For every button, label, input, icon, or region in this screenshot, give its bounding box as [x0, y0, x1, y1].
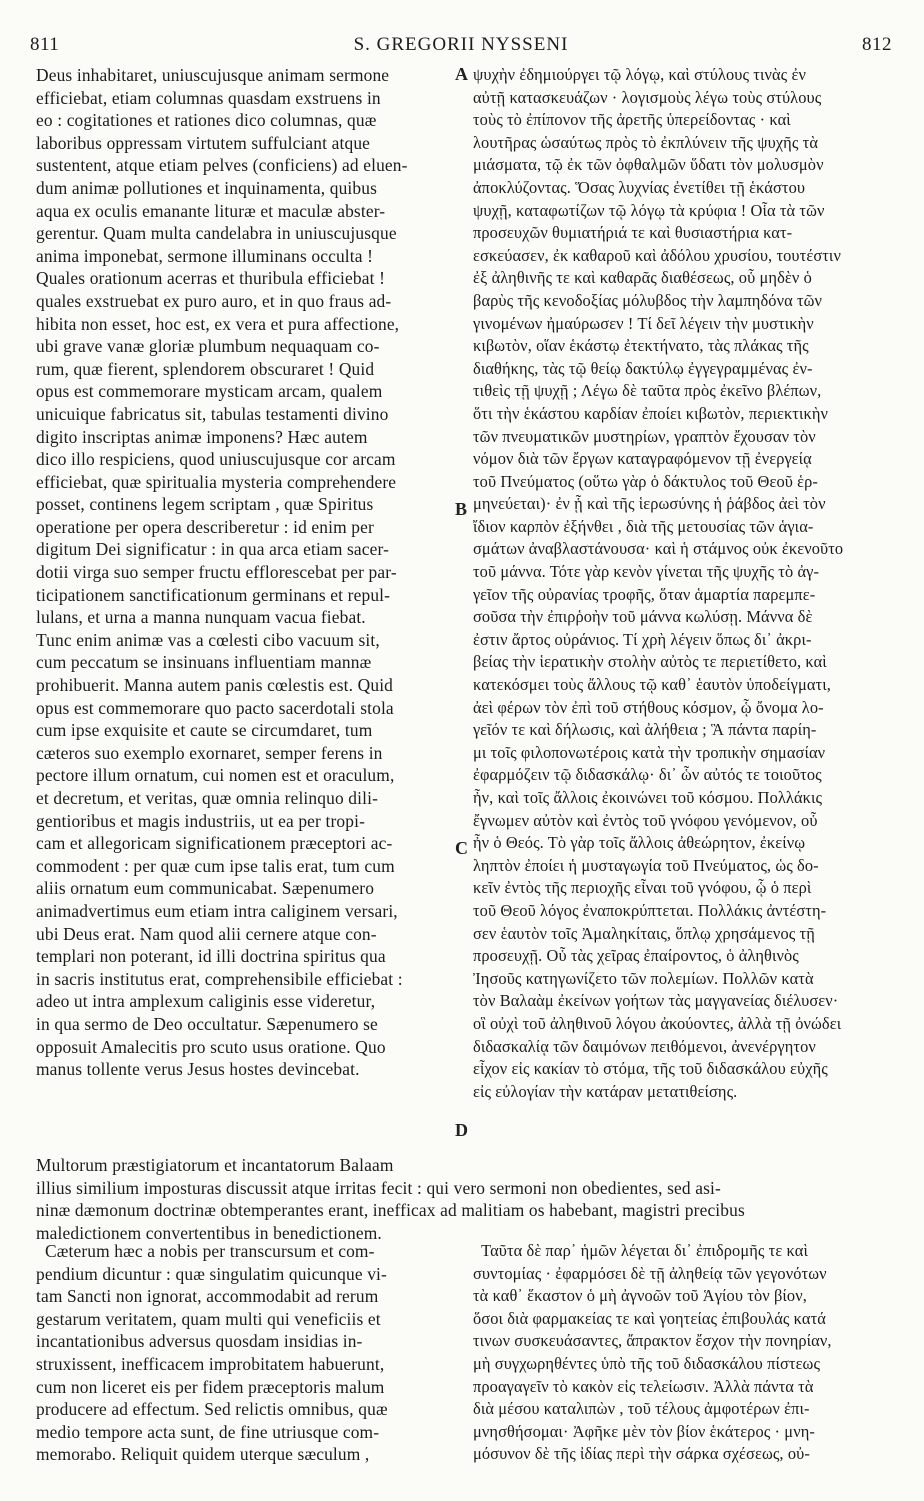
section-marker-b: B [455, 499, 468, 519]
latin-column-bottom: Cæterum hæc a nobis per transcursum et com- pendium dicuntur : quæ singulatim quicunque vi- tam Sancti non ignorat, accommodabit ad rerum gestarum veritatem, quam multi qui veneficiis et incantationibus adversus quosdam insidias in- struxissent, inefficacem improbitatem habuerunt, cum non liceret eis per fidem præceptoris malum producere ad effectum. Sed relictis omnibus, quæ medio tempore acta sunt, de fine utriusque com- memorabo. Reliquit quidem uterque sæculum , [36, 1241, 388, 1465]
section-marker-c: C [455, 838, 468, 858]
right-column-number: 812 [862, 34, 892, 55]
latin-column-top: Deus inhabitaret, uniuscujusque animam sermone efficiebat, etiam columnas quasdam exstruens in eo : cogitationes et rationes dico columnas, quæ laboribus oppressam virtutem suffulciant atque sustentent, atque etiam pelves (conficiens) ad eluen- dum animæ pollutiones et inquinamenta, quibus aqua ex oculis emanante lituræ et maculæ abster- gerentur. Quam multa candelabra in uniuscujusque anima imponebat, sermone illuminans occulta ! Quales orationum acerras et thuribula efficiebat ! quales exstruebat ex puro auro, et in quo fraus ad- hibita non esset, hoc est, ex vera et pura affectione, ubi grave vanæ gloriæ plumbum nequaquam co- rum, quæ fierent, splendorem obscuraret ! Quid opus est commemorare mysticam arcam, qualem unicuique fabricatus sit, tabulas testamenti divino digito inscriptas animæ imponens? Hæc autem dico illo respiciens, quod uniuscujusque cor arcam efficiebat, quæ spiritualia mysteria comprehendere posset, continens legem scriptam , quæ Spiritus operatione per opera describeretur : id enim per digitum Dei significatur : in qua arca etiam sacer- dotii virga suo semper fructu efflorescebat per par- ticipationem sanctificationum germinans et repul- lulans, et urna a manna nunquam vacua fiebat. Tunc enim animæ vas a cœlesti cibo vacuum sit, cum peccatum se insinuans influentiam mannæ prohibuerit. Manna autem panis cœlestis est. Quid opus est commemorare quo pacto sacerdotali stola cum ipse exquisite et caute se circumdaret, tum cæteros suo exemplo exornaret, semper ferens in pectore illum ornatum, cui nomen est et oraculum, et decretum, et veritas, quæ omnia relinquo dili- gentioribus et magis industriis, ut ea per tropi- cam et allegoricam significationem præceptori ac- commodent : per quæ cum ipse talis erat, tum cum aliis ornatum eum communicabat. Sæpenumero animadvertimus eum etiam intra caliginem versari, ubi Deus erat. Nam quod alii cernere atque con- templari non poterant, id illi doctrina spiritus qua in sacris institutus erat, comprehensibile efficiebat : adeo ut intra amplexum caliginis esse videretur, in qua sermo de Deo occultatur. Sæpenumero se opposuit Amalecitis pro scuto usus oratione. Quo manus tollente verus Jesus hostes devincebat. [36, 65, 408, 1080]
page-title: S. GREGORII NYSSENI [353, 34, 569, 55]
greek-column-top: ψυχὴν ἐδημιούργει τῷ λόγῳ, καὶ στύλους τινὰς ἐν αὐτῇ κατασκευάζων · λογισμοὺς λέγω τοὺς στύλους τοὺς τὸ ἐπίπονον τῆς ἀρετῆς ὑπερείδοντας · καὶ λουτῆρας ὡσαύτως πρὸς τὸ ἐκπλύνειν τῆς ψυχῆς τὰ μιάσματα, τῷ ἐκ τῶν ὀφθαλμῶν ὕδατι τὸν μολυσμὸν ἀποκλύζοντας. Ὅσας λυχνίας ἐνετίθει τῇ ἑκάστου ψυχῇ, καταφωτίζων τῷ λόγῳ τὰ κρύφια ! Οἷα τὰ τῶν προσευχῶν θυμιατήριά τε καὶ θυσιαστήρια κατ- εσκεύασεν, ἐκ καθαροῦ καὶ ἀδόλου χρυσίου, τουτέστιν ἐξ ἀληθινῆς τε καὶ καθαρᾶς διαθέσεως, οὗ μηδὲν ὁ βαρὺς τῆς κενοδοξίας μόλυβδος τὴν λαμπηδόνα τῶν γινομένων ἠμαύρωσεν ! Τί δεῖ λέγειν τὴν μυστικὴν κιβωτὸν, οἵαν ἑκάστῳ ἐτεκτήνατο, τὰς πλάκας τῆς διαθήκης, τὰς τῷ θείῳ δακτύλῳ ἐγγεγραμμένας ἐν- τιθεὶς τῇ ψυχῇ ; Λέγω δὲ ταῦτα πρὸς ἐκεῖνο βλέπων, ὅτι τὴν ἑκάστου καρδίαν ἐποίει κιβωτὸν, περιεκτικὴν τῶν πνευματικῶν μυστηρίων, γραπτὸν ἔχουσαν τὸν νόμον διὰ τῶν ἔργων καταγραφόμενον τῇ ἐνεργείᾳ τοῦ Πνεύματος (οὕτω γὰρ ὁ δάκτυλος τοῦ Θεοῦ ἑρ- μηνεύεται)· ἐν ᾗ καὶ τῆς ἱερωσύνης ἡ ῥάβδος ἀεὶ τὸν ἴδιον καρπὸν ἐξήνθει , διὰ τῆς μετουσίας τῶν ἁγια- σμάτων ἀναβλαστάνουσα· καὶ ἡ στάμνος οὐκ ἐκενοῦτο τοῦ μάννα. Τότε γὰρ κενὸν γίνεται τῆς ψυχῆς τὸ ἀγ- γεῖον τῆς οὐρανίας τροφῆς, ὅταν ἁμαρτία παρεμπε- σοῦσα τὴν ἐπιρῥοὴν τοῦ μάννα κωλύσῃ. Μάννα δὲ ἐστιν ἄρτος οὐράνιος. Τί χρὴ λέγειν ὅπως δι᾽ ἀκρι- βείας τὴν ἱερατικὴν στολὴν αὐτὸς τε περιετίθετο, καὶ κατεκόσμει τοὺς ἄλλους τῷ καθ᾽ ἑαυτὸν ὑποδείγματι, ἀεὶ φέρων τὸν ἐπὶ τοῦ στήθους κόσμον, ᾧ ὄνομα λο- γεῖόν τε καὶ δήλωσις, καὶ ἀλήθεια ; Ἃ πάντα παρίη- μι τοῖς φιλοπονωτέροις κατὰ τὴν τροπικὴν σημασίαν ἐφαρμόζειν τῷ διδασκάλῳ· δι᾽ ὧν αὐτός τε τοιοῦτος ἦν, καὶ τοῖς ἄλλοις ἐκοινώνει τοῦ κόσμου. Πολλάκις ἔγνωμεν αὐτὸν καὶ ἐντὸς τοῦ γνόφου γενόμενον, οὗ ἦν ὁ Θεός. Τὸ γὰρ τοῖς ἄλλοις ἀθεώρητον, ἐκείνῳ ληπτὸν ἐποίει ἡ μυσταγωγία τοῦ Πνεύματος, ὡς δο- κεῖν ἐντὸς τῆς περιοχῆς εἶναι τοῦ γνόφου, ᾧ ὁ περὶ τοῦ Θεοῦ λόγος ἐναποκρύπτεται. Πολλάκις ἀντέστη- σεν ἑαυτὸν τοῖς Ἀμαληκίταις, ὅπλῳ χρησάμενος τῇ προσευχῇ. Οὗ τὰς χεῖρας ἐπαίροντος, ὁ ἀληθινὸς Ἰησοῦς κατηγωνίζετο τῶν πολεμίων. Πολλῶν κατὰ τὸν Βαλαὰμ ἐκείνων γοήτων τὰς μαγγανείας διέλυσεν· οἳ οὐχὶ τοῦ ἀληθινοῦ λόγου ἀκούοντες, ἀλλὰ τῇ ὀνώδει διδασκαλίᾳ τῶν δαιμόνων πειθόμενοι, ἀνενέργητον εἶχον εἰς κακίαν τὸ στόμα, τῆς τοῦ διδασκάλου εὐχῆς εἰς εὐλογίαν τὴν κατάραν μετατιθείσης. [473, 65, 844, 1101]
greek-column-bottom: Ταῦτα δὲ παρ᾽ ἡμῶν λέγεται δι᾽ ἐπιδρομῆς τε καὶ συντομίας · ἐφαρμόσει δὲ τῇ ἀληθείᾳ τῶν γεγονότων τὰ καθ᾽ ἕκαστον ὁ μὴ ἀγνοῶν τοῦ Ἁγίου τὸν βίον, ὅσοι διὰ φαρμακείας τε καὶ γοητείας ἐπιβουλάς κατά τινων συσκευάσαντες, ἄπρακτον ἔσχον τὴν πονηρίαν, μὴ συγχωρηθέντες ὑπὸ τῆς τοῦ διδασκάλου πίστεως προαγαγεῖν τὸ κακὸν εἰς τελείωσιν. Ἀλλὰ πάντα τὰ διὰ μέσου καταλιπὼν , τοῦ τέλους ἀμφοτέρων ἐπι- μνησθήσομαι· Ἀφῆκε μὲν τὸν βίον ἑκάτερος · μνη- μόσυνον δὲ τῆς ἰδίας περὶ τὴν σάρκα σχέσεως, οὐ- [473, 1241, 832, 1464]
section-marker-a: A [455, 64, 468, 84]
latin-continuation-full-width: Multorum præstigiatorum et incantatorum Balaam illius similium imposturas discussit atque irritas fecit : qui vero sermoni non obedientes, sed asi- ninæ dæmonum doctrinæ obtemperantes erant, inefficax ad malitiam os habebant, magistri precibus maledictionem convertentibus in benedictionem. [36, 1155, 745, 1243]
section-marker-d: D [455, 1120, 468, 1140]
running-head [30, 34, 892, 60]
left-column-number: 811 [30, 34, 60, 55]
